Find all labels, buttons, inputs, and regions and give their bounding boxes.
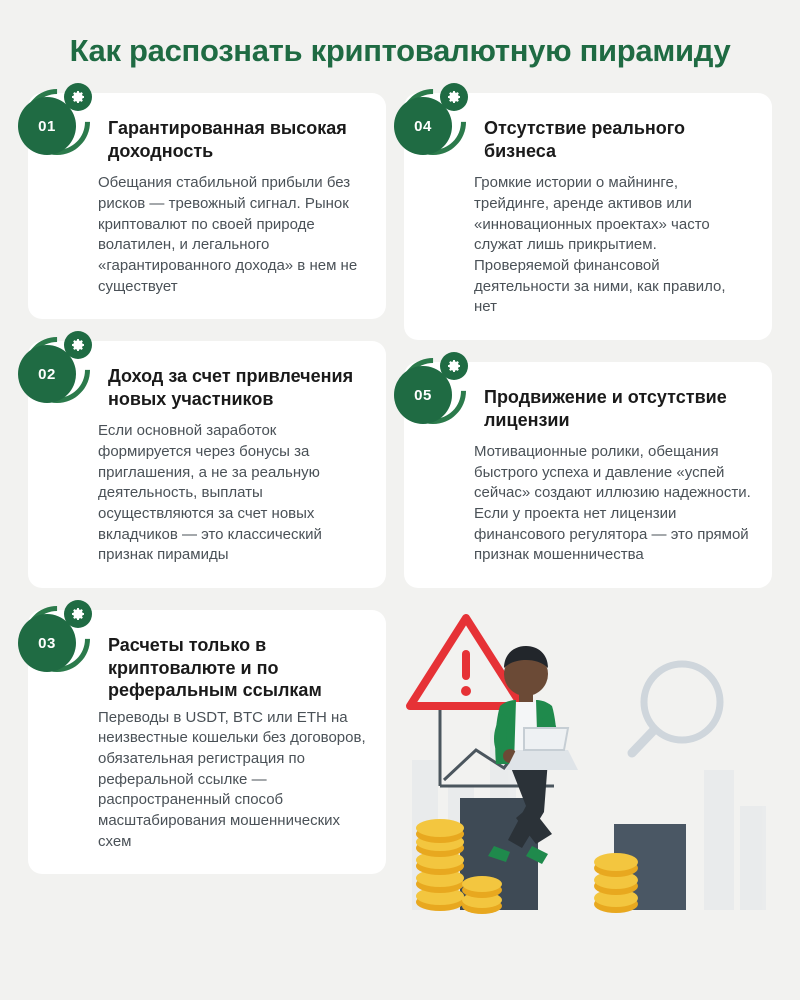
- card-body: Если основной заработок формируется через бонусы за приглашения, а не за реальную деятельность, выплаты осуществляются за счет новых вкладчиков — это классический признак пирамиды: [98, 422, 322, 564]
- person-with-laptop-on-coins-illustration: [404, 610, 772, 928]
- badge-number: 04: [394, 97, 452, 155]
- card-header: [38, 632, 366, 702]
- card-title: Гарантированная высокая доходность: [108, 118, 347, 161]
- cards-column-left: [28, 93, 386, 928]
- card-body: Громкие истории о майнинге, трейдинге, аренде активов или «инновационных проектах» часто служат лишь прикрытием. Проверяемой финансовой деятельности за ними, как правило, нет: [474, 174, 726, 316]
- card-body: Переводы в USDT, BTC или ETH на неизвестные кошельки без договоров, обязательная регистрация по реферальной ссылке — распространенный способ масштабирования мошеннических схем: [98, 708, 366, 850]
- gear-icon: [440, 352, 468, 380]
- card-header: [414, 115, 752, 167]
- number-badge: [392, 81, 474, 163]
- badge-number: 03: [18, 614, 76, 672]
- cards-grid: [0, 93, 800, 928]
- badge-number: 01: [18, 97, 76, 155]
- gear-icon: [440, 83, 468, 111]
- card-04: [404, 93, 772, 340]
- gear-icon: [64, 83, 92, 111]
- card-02: [28, 341, 386, 588]
- card-body: Обещания стабильной прибыли без рисков — тревожный сигнал. Рынок криптовалют по своей природе волатилен, и легального «гарантированного дохода» в нем не существует: [98, 174, 358, 295]
- card-body: Мотивационные ролики, обещания быстрого успеха и давление «успей сейчас» создают иллюзию надежности. Если у проекта нет лицензии финансового регулятора — это прямой признак мошенничества: [474, 443, 751, 564]
- card-title: Доход за счет привлечения новых участников: [108, 366, 354, 409]
- gear-icon: [64, 331, 92, 359]
- cards-column-right: [404, 93, 772, 928]
- card-header: [38, 363, 366, 415]
- card-header: [38, 115, 366, 167]
- number-badge: [392, 350, 474, 432]
- number-badge: [16, 329, 98, 411]
- card-01: [28, 93, 386, 319]
- number-badge: [16, 81, 98, 163]
- card-title: Продвижение и отсутствие лицензии: [484, 387, 727, 430]
- badge-number: 05: [394, 366, 452, 424]
- gear-icon: [64, 600, 92, 628]
- number-badge: [16, 598, 98, 680]
- magnifier-icon: [632, 664, 720, 753]
- card-03: [28, 610, 386, 874]
- page-title: Как распознать криптовалютную пирамиду: [69, 33, 731, 68]
- card-title: Расчеты только в криптовалюте и по реферальным ссылкам: [108, 635, 322, 701]
- card-title: Отсутствие реального бизнеса: [484, 118, 686, 161]
- card-05: [404, 362, 772, 588]
- card-header: [414, 384, 752, 436]
- badge-number: 02: [18, 345, 76, 403]
